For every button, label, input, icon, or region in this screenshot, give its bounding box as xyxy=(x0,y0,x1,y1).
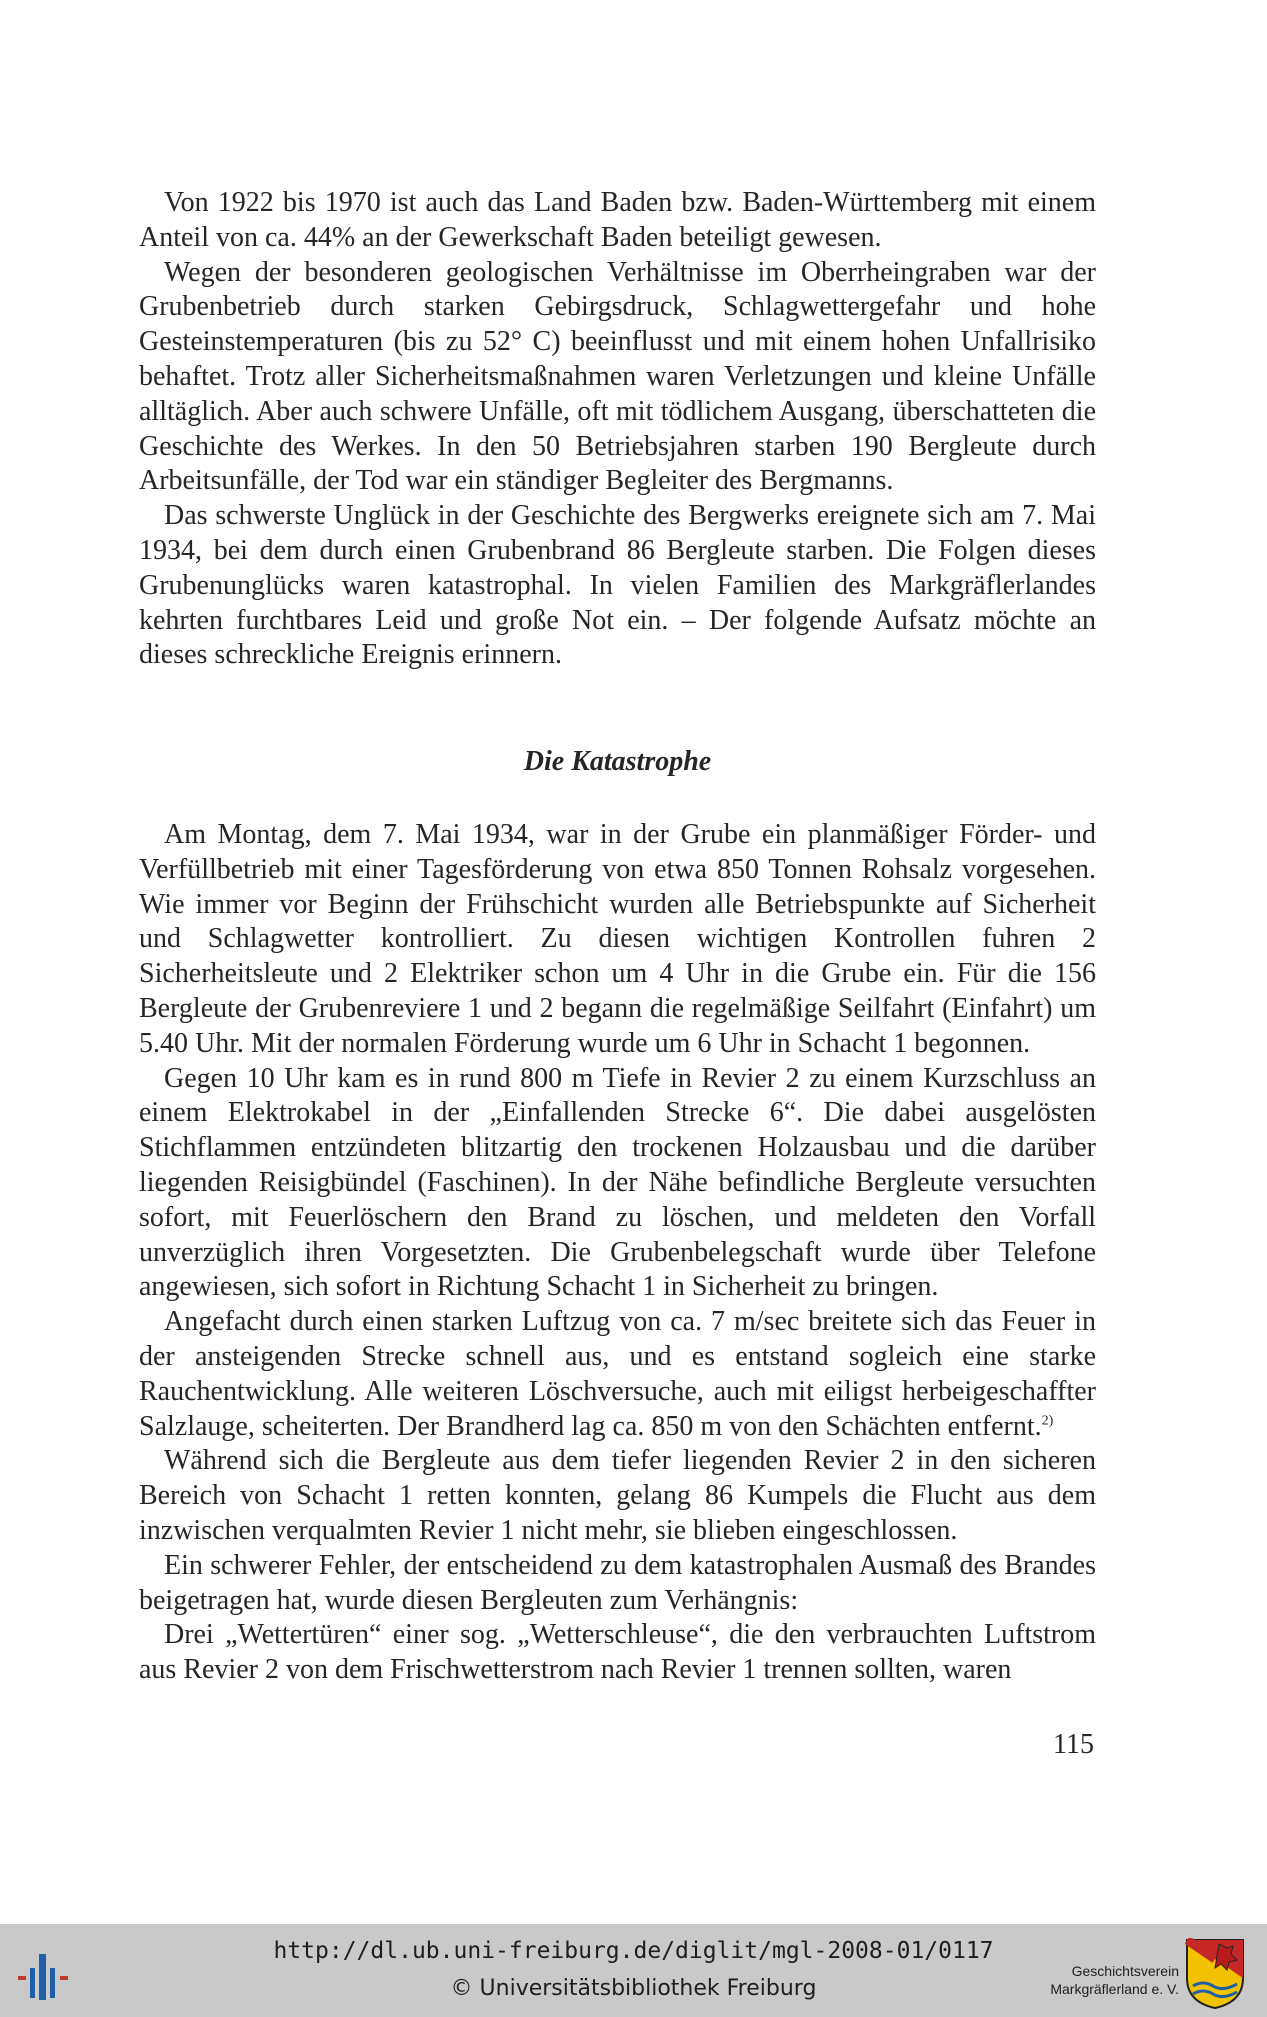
society-name xyxy=(1050,1962,1179,1998)
coat-of-arms-icon xyxy=(1185,1938,1245,2010)
paragraph: Während sich die Bergleute aus dem tiefer liegenden Revier 2 in den sicheren Bereich von Schacht 1 retten konnten, gelang 86 Kumpels die Flucht aus dem inzwischen verqualmten Revier 1 nicht mehr, sie blieben eingeschlossen. xyxy=(139,1445,1096,1546)
katastrophe-section xyxy=(139,818,1096,1688)
paragraph xyxy=(139,1305,1096,1444)
paragraph: Am Montag, dem 7. Mai 1934, war in der Grube ein planmäßiger Förder- und Verfüllbetrieb mit einer Tagesförderung von etwa 850 Tonnen Rohsalz vorgesehen. Wie immer vor Beginn der Frühschicht wurden alle Betriebspunkte auf Sicherheit und Schlagwetter kontrolliert. Zu diesen wichtigen Kontrollen fuhren 2 Sicherheitsleute und 2 Elektriker schon um 4 Uhr in die Grube ein. Für die 156 Bergleute der Grubenreviere 1 und 2 begann die regelmäßige Seilfahrt (Einfahrt) um 5.40 Uhr. Mit der normalen Förderung wurde um 6 Uhr in Schacht 1 begonnen. xyxy=(139,819,1096,1059)
paragraph: Das schwerste Unglück in der Geschichte des Bergwerks ereignete sich am 7. Mai 1934, bei dem durch einen Grubenbrand 86 Bergleute starben. Die Folgen dieses Grubenunglücks waren katastrophal. In vielen Familien des Markgräflerlandes kehrten furchtbares Leid und große Not ein. – Der folgende Aufsatz möchte an dieses schreckliche Ereignis erinnern. xyxy=(139,500,1096,671)
footer-bar xyxy=(0,1924,1267,2017)
paragraph: Drei „Wettertüren“ einer sog. „Wetterschleuse“, die den verbrauchten Luftstrom aus Revier 2 von dem Frischwetterstrom nach Revier 1 trennen sollten, waren xyxy=(139,1619,1096,1686)
paragraph-text: Angefacht durch einen starken Luftzug von ca. 7 m/sec breitete sich das Feuer in der ansteigenden Strecke schnell aus, und es entstand sogleich eine starke Rauchentwicklung. Alle weiteren Löschversuche, auch mit eiligst herbeigeschaffter Salzlauge, scheiterten. Der Brandherd lag ca. 850 m von den Schächten entfernt. xyxy=(139,1306,1096,1442)
paragraph: Wegen der besonderen geologischen Verhältnisse im Oberrheingraben war der Grubenbetrieb durch starken Gebirgsdruck, Schlagwettergefahr und hohe Gesteinstemperaturen (bis zu 52° C) beeinflusst und mit einem hohen Unfallrisiko behaftet. Trotz aller Sicherheitsmaßnahmen waren Verletzungen und kleine Unfälle alltäglich. Aber auch schwere Unfälle, oft mit tödlichem Ausgang, überschatteten die Geschichte des Werkes. In den 50 Betriebsjahren starben 190 Bergleute durch Arbeitsunfälle, der Tod war ein ständiger Begleiter des Bergmanns. xyxy=(139,256,1096,497)
society-name-line1: Geschichtsverein xyxy=(1071,1963,1179,1979)
section-heading: Die Katastrophe xyxy=(523,746,712,777)
page-number: 115 xyxy=(1053,1729,1094,1760)
permalink-url[interactable]: http://dl.ub.uni-freiburg.de/diglit/mgl-2008-01/0117 xyxy=(273,1938,994,1964)
paragraph: Von 1922 bis 1970 ist auch das Land Baden bzw. Baden-Württemberg mit einem Anteil von ca. 44% an der Gewerkschaft Baden beteiligt gewesen. xyxy=(139,187,1096,253)
paragraph: Ein schwerer Fehler, der entscheidend zu dem katastrophalen Ausmaß des Brandes beigetragen hat, wurde diesen Bergleuten zum Verhängnis: xyxy=(139,1549,1096,1616)
intro-section xyxy=(139,186,1096,673)
copyright-notice: © Universitätsbibliothek Freiburg xyxy=(450,1976,817,2001)
paragraph: Gegen 10 Uhr kam es in rund 800 m Tiefe in Revier 2 zu einem Kurzschluss an einem Elektrokabel in der „Einfallenden Strecke 6“. Die dabei ausgelösten Stichflammen entzündeten blitzartig den trockenen Holzausbau und die darüber liegenden Reisigbündel (Faschinen). In der Nähe befindliche Bergleute versuchten sofort, mit Feuerlöschern den Brand zu löschen, und meldeten den Vorfall unverzüglich ihren Vorgesetzten. Die Grubenbelegschaft wurde über Telefone angewiesen, sich sofort in Richtung Schacht 1 in Sicherheit zu bringen. xyxy=(139,1062,1096,1303)
footnote-marker: 2) xyxy=(1041,1413,1054,1429)
society-name-line2: Markgräflerland e. V. xyxy=(1050,1981,1179,1997)
